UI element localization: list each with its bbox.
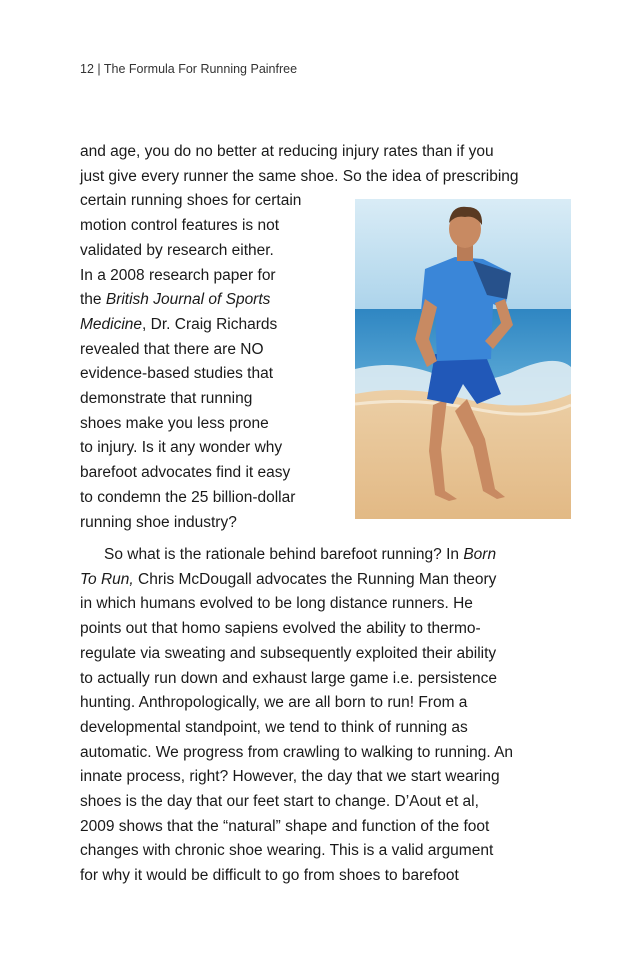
book-title-ref: Born	[463, 546, 497, 563]
text-line: evidence-based studies that	[80, 365, 274, 383]
book-title-ref: To Run,	[80, 570, 134, 588]
text-line: developmental standpoint, we tend to think of running as	[80, 718, 468, 736]
text-line: shoes is the day that our feet start to change. D’Aout et al,	[80, 793, 479, 811]
text-line: motion control features is not	[80, 217, 280, 235]
text-line: demonstrate that running	[80, 390, 253, 408]
text-line: changes with chronic shoe wearing. This is a valid argument	[80, 842, 494, 860]
text-line: 2009 shows that the “natural” shape and function of the foot	[80, 817, 490, 835]
text-line: innate process, right? However, the day that we start wearing	[80, 768, 500, 786]
text-line	[80, 543, 580, 568]
text-fragment: , Dr. Craig Richards	[142, 315, 278, 333]
text-line	[80, 313, 350, 338]
text-line: to injury. Is it any wonder why	[80, 439, 283, 457]
text-line	[80, 288, 350, 313]
text-line: barefoot advocates find it easy	[80, 464, 291, 482]
text-fragment: the	[80, 291, 106, 309]
text-line: regulate via sweating and subsequently exploited their ability	[80, 644, 497, 662]
text-line: to actually run down and exhaust large game i.e. persistence	[80, 669, 498, 687]
text-line: hunting. Anthropologically, we are all born to run! From a	[80, 694, 468, 712]
text-line: shoes make you less prone	[80, 414, 269, 432]
text-line: validated by research either.	[80, 241, 274, 259]
runner-photo	[355, 199, 571, 519]
text-line: running shoe industry?	[80, 513, 237, 531]
text-line	[80, 568, 580, 593]
text-line: and age, you do no better at reducing injury rates than if you	[80, 143, 494, 160]
text-line: In a 2008 research paper for	[80, 266, 276, 284]
text-line: just give every runner the same shoe. So the idea of prescribing	[80, 167, 519, 185]
journal-title: British Journal of Sports	[105, 291, 271, 309]
header-separator: |	[97, 62, 101, 76]
paragraph-barefoot-rationale	[80, 543, 580, 889]
book-title: The Formula For Running Painfree	[103, 62, 298, 76]
text-line: automatic. We progress from crawling to walking to running. An	[80, 743, 514, 761]
text-line: revealed that there are NO	[80, 340, 264, 358]
text-line: to condemn the 25 billion-dollar	[80, 488, 296, 506]
text-line: for why it would be difficult to go from shoes to barefoot	[80, 867, 459, 885]
text-fragment: So what is the rationale behind barefoot running? In	[104, 546, 464, 563]
page-number: 12	[80, 62, 94, 76]
wrapped-text-column	[80, 189, 350, 535]
intro-lines	[80, 140, 580, 189]
text-line: certain running shoes for certain	[80, 192, 302, 210]
text-line: points out that homo sapiens evolved the ability to thermo-	[80, 620, 481, 638]
running-header	[80, 62, 297, 76]
text-line: in which humans evolved to be long distance runners. He	[80, 595, 473, 613]
journal-title: Medicine	[80, 315, 143, 333]
text-fragment: Chris McDougall advocates the Running Man theory	[133, 570, 497, 588]
